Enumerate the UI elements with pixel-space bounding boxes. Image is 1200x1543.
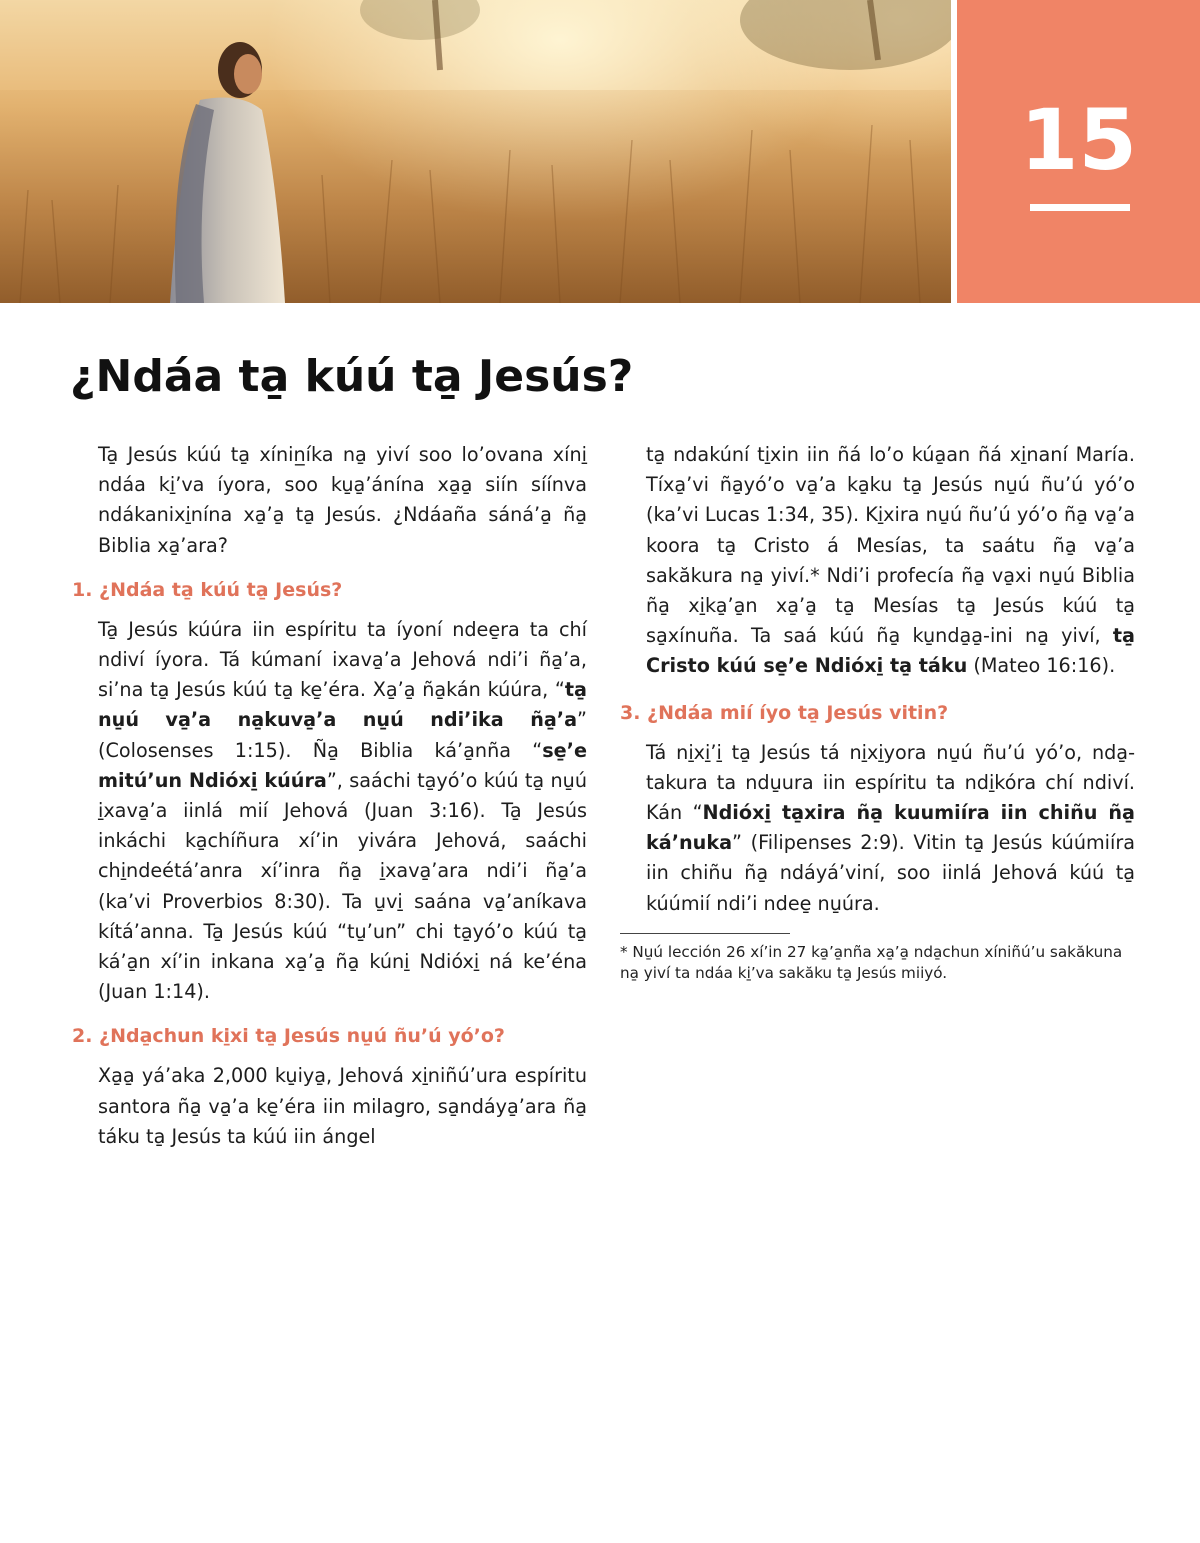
body-text: ta̱ ndakúní ti̱xin iin ñá lo’o kúa̱an ñá xi̱naní María. Tíxa̱’vi ña̱yó’o va̱’a ka̱ku ta̱ Jesús nu̱ú ñu’ú yó’o (ka’vi Lucas 1:34, 35). Ki̱xira nu̱ú ñu’ú yó’o ña̱ va̱’a koora ta̱ Cristo á Mesías, ta saátu ña̱ va̱’a sakăkura na̱ yiví.* Ndi’i profecía ña̱ va̱xi nu̱ú Biblia ña̱ xi̱ka̱’a̱n xa̱’a̱ ta̱ Mesías ta̱ Jesús kúú ta̱ sa̱xínuña. Ta saá kúú ña̱ ku̱nda̱a̱-ini na̱ yiví, — [646, 443, 1135, 648]
body-text: ” (Colosenses 1:15). Ña̱ Biblia ká’a̱nña “ — [98, 708, 587, 762]
body-text: ” (Filipenses 2:9). Vitin ta̱ Jesús kúúmiíra iin chiñu ña̱ ndáyá’viní, soo iinlá Jehová kúú ta̱ kúúmií ndi’i ndee̱ nu̱úra. — [646, 831, 1135, 915]
emphasis-text: Ndióxi̱ ta̱xira ña̱ kuumiíra iin chiñu ña̱ ká’nuka — [646, 801, 1135, 855]
emphasis-text: se̱’e mitú’un Ndióxi̱ kúúra — [98, 738, 587, 792]
body-text: Tá ni̱xi̱’i̱ ta̱ Jesús tá ni̱xi̱yora nu̱ú ñu’ú yó’o, nda̱takura ta ndu̱ura iin espíritu ta ndi̱kóra chí ndiví. Kán “ — [646, 740, 1135, 825]
chapter-number-underline — [1030, 204, 1130, 211]
emphasis-text: ta̱ Cristo kúú se̱’e Ndióxi̱ ta̱ táku — [646, 624, 1135, 678]
emphasis-text: ta̱ nu̱ú va̱’a na̱kuva̱’a nu̱ú ndi’ika ña̱’a — [98, 678, 587, 732]
footnote-divider — [620, 933, 790, 934]
body-text: Ta̱ Jesús kúúra iin espíritu ta íyoní ndee̱ra ta chí ndiví íyora. Tá kúmaní ixava̱’a Jehová ndi’i ña̱’a, si’na ta̱ Jesús kúú ta̱ ke̱’éra. Xa̱’a̱ ña̱kán kúúra, “ — [98, 617, 587, 702]
section-1-paragraph — [98, 615, 587, 1008]
section-2-paragraph-part-2 — [646, 440, 1135, 682]
page-title: ¿Ndáa ta̱ kúú ta̱ Jesús? — [70, 351, 634, 402]
section-2-paragraph-part-1 — [98, 1061, 587, 1152]
question-heading-2: 2. ¿Nda̱chun ki̱xi ta̱ Jesús nu̱ú ñu’ú yó’o? — [72, 1025, 505, 1048]
left-column — [72, 440, 587, 1152]
body-text: ”, saáchi ta̱yó’o kúú ta̱ nu̱ú i̱xava̱’a iinlá mií Jehová (Juan 3:16). Ta̱ Jesús inkáchi ka̱chíñura xí’in yivára Jehová, saáchi chi̱ndeétá’anra xí’inra ña̱ i̱xava̱’ara ndi’i ña̱’a (ka’vi Proverbios 8:30). Ta u̱vi̱ saána va̱’aníkava kítá’anna. Ta̱ Jesús kúú “tu̱’un” chi ta̱yó’o kúú ta̱ ká’a̱n xí’in inkana xa̱’a̱ ña̱ kúni̱ Ndióxi̱ ná ke’éna (Juan 1:14). — [98, 768, 587, 1004]
figure-walking — [170, 42, 285, 303]
intro-paragraph: Ta̱ Jesús kúú ta̱ xínin̲íka na̱ yiví soo lo’ovana xíni̱ ndáa ki̱’va íyora, soo ku̱a̱’ánína xa̱a̱ siín síínva ndákanixi̱nína xa̱’a̱ ta̱ Jesús. ¿Ndáaña sáná’a̱ ña̱ Biblia xa̱’ara? — [98, 443, 587, 557]
field-illustration — [0, 0, 951, 303]
hero-image — [0, 0, 951, 303]
question-heading-1: 1. ¿Ndáa ta̱ kúú ta̱ Jesús? — [72, 578, 343, 601]
footnote: * Nu̱ú lección 26 xí’in 27 ka̱’a̱nña xa̱’a̱ nda̱chun xíniñú’u sakăkuna na̱ yiví ta ndáa ki̱’va sakăku ta̱ Jesús miiyó. — [620, 942, 1123, 982]
body-text: Xa̱a̱ yá’aka 2,000 ku̱iya̱, Jehová xi̱niñú’ura espíritu santora ña̱ va̱’a ke̱’éra iin milagro, sa̱ndáya̱’ara ña̱ táku ta̱ Jesús ta kúú iin ángel — [98, 1064, 587, 1148]
section-3-paragraph — [646, 738, 1135, 919]
chapter-number: 15 — [1020, 91, 1137, 189]
question-heading-3: 3. ¿Ndáa mií íyo ta̱ Jesús vitin? — [620, 701, 949, 724]
body-text: (Mateo 16:16). — [967, 654, 1116, 678]
chapter-badge — [957, 0, 1200, 303]
right-column — [620, 440, 1135, 984]
